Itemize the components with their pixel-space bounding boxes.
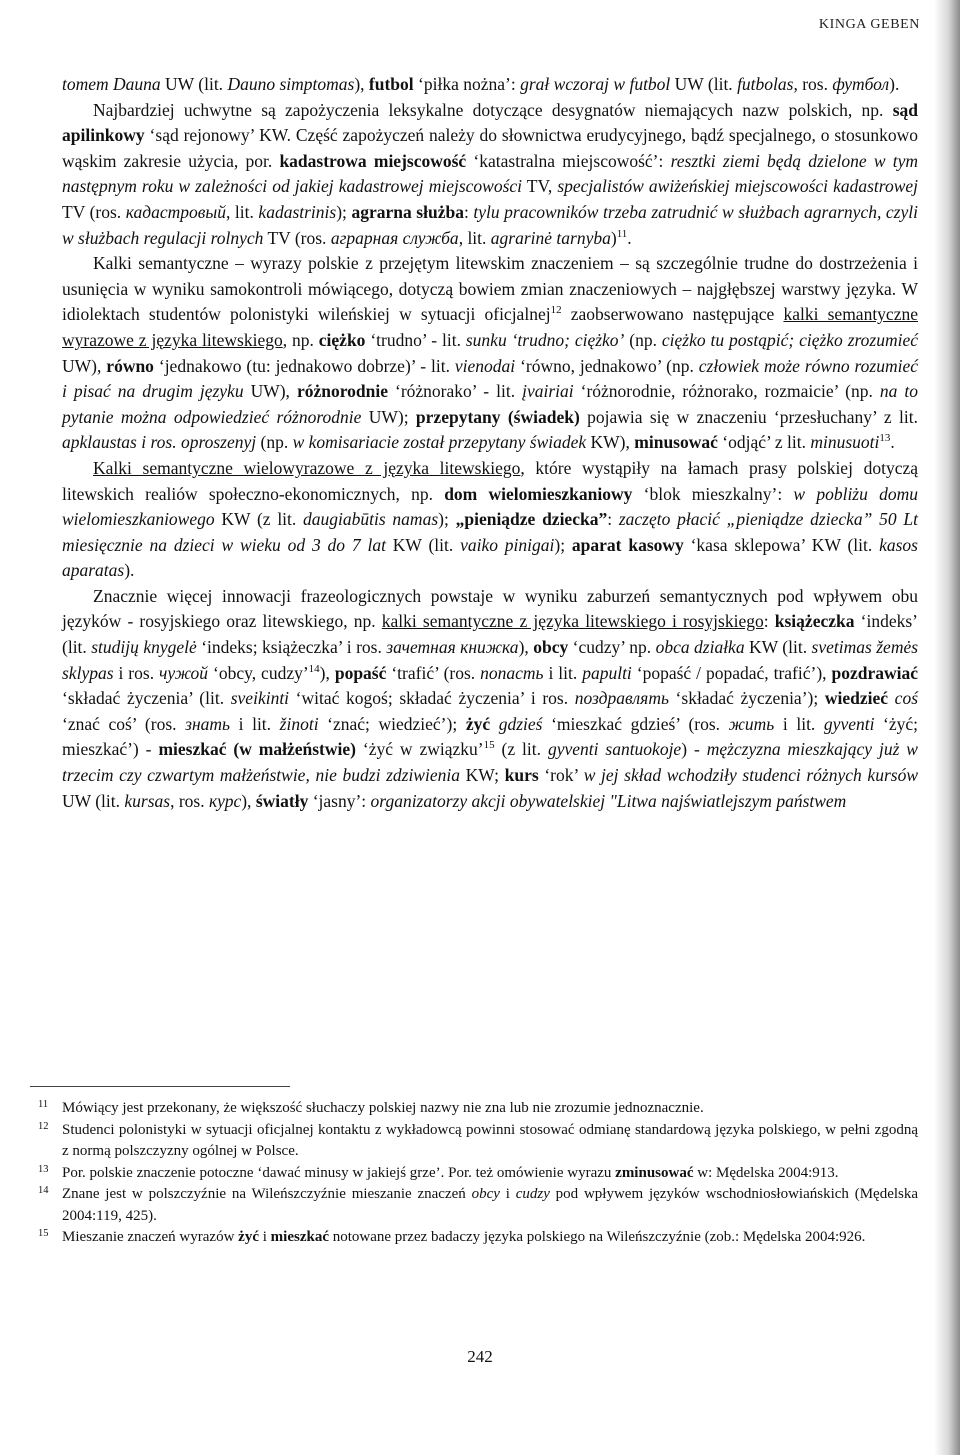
page-number: 242	[467, 1347, 493, 1366]
text-run: KW),	[586, 432, 635, 453]
text-run: notowane przez badaczy języka polskiego na Wileńszczyźnie (zob.: Mędelska 2004:926.	[328, 1229, 866, 1245]
text-run: ‘znać coś’ (ros.	[62, 713, 186, 734]
footnote-text	[62, 1100, 704, 1116]
italic-run: sveikinti	[230, 688, 290, 709]
italic-run: futbolas,	[737, 74, 798, 94]
italic-run: знать	[185, 713, 231, 734]
footnote-number: 11	[38, 1099, 49, 1110]
italic-run: поздравлять	[574, 688, 669, 709]
text-run: :	[763, 611, 775, 632]
text-run: ‘indeks’ (lit.	[62, 611, 918, 658]
text-run: Najbardziej uchwytne są zapożyczenia leksykalne dotyczące desygnatów niemających nazw polskich, np.	[93, 99, 893, 120]
footnote-text	[62, 1186, 918, 1224]
text-run: ‘różnorodnie, różnorako, rozmaicie’ (np.	[573, 381, 880, 402]
italic-run: agrarinė tarnyba	[490, 227, 611, 248]
italic-run: жить	[728, 713, 775, 734]
text-run: TV (ros.	[62, 201, 126, 222]
italic-run: чужой	[159, 662, 209, 683]
text-run: , np.	[282, 329, 319, 350]
italic-run: kadastrinis	[258, 201, 337, 222]
italic-run: obcy	[471, 1186, 500, 1202]
text-run: ros.	[797, 74, 833, 94]
italic-run: zaczęto płacić „pieniądze dziecka” 50 Lt miesięcznie na dzieci w wieku od 3 do 7 lat	[62, 509, 918, 555]
bold-run: mieszkać	[270, 1229, 329, 1245]
bold-run: popaść	[334, 662, 387, 683]
bold-run: różnorodnie	[296, 381, 389, 402]
italic-run: зачетная книжка	[386, 637, 519, 658]
text-run: (np.	[256, 432, 293, 453]
text-run: i lit.	[230, 713, 280, 734]
text-run: ),	[241, 790, 256, 811]
text-run: w: Mędelska 2004:913.	[693, 1164, 839, 1181]
text-run: Kalki semantyczne – wyrazy polskie z przejętym litewskim znaczeniem – są szczególnie trudne do dostrzeżenia i usunięcia w wyniku samokontroli mówiącego, dotyczą bowiem zmian znaczeniowych – najgłębszej warstwy języka. W idiolektach studentów polonistyki wileńskiej w sytuacji oficjalnej	[62, 253, 918, 325]
text-run: ‘blok mieszkalny’:	[632, 483, 794, 504]
text-run: UW (lit.	[160, 74, 228, 94]
text-run: ‘popaść / popadać, trafić’),	[631, 662, 832, 683]
text-run: Studenci polonistyki w sytuacji oficjalnej kontaktu z wykładowcą powinni stosować odmianę standardową języka polskiego, w pełni zgodną z normą polszczyzny ogólnej w Polsce.	[62, 1121, 918, 1159]
bold-run: zminusować	[615, 1164, 694, 1181]
text-run	[490, 714, 499, 734]
italic-run: курс	[208, 790, 242, 811]
footnote-number: 15	[38, 1228, 49, 1239]
footnote-13	[38, 1163, 918, 1185]
italic-run: попасть	[480, 662, 544, 683]
text-run: (np.	[624, 329, 662, 350]
italic-run: gdzieś	[498, 713, 543, 734]
italic-run: cudzy	[515, 1186, 550, 1202]
text-run: ‘kasa sklepowa’ KW (lit.	[683, 534, 880, 555]
text-run: UW (lit.	[670, 74, 738, 94]
bold-run: żyć	[238, 1229, 259, 1245]
text-run: ‘witać kogoś; składać życzenia’ i ros.	[289, 688, 575, 709]
italic-run: organizatorzy akcji obywatelskiej "Litwa najświatlejszym państwem	[370, 790, 847, 811]
text-run: UW),	[243, 381, 297, 402]
italic-run: w pobliżu domu wielomieszkaniowego	[62, 483, 918, 530]
text-run: ‘cudzy’ np.	[568, 637, 656, 658]
italic-run: svetimas žemės sklypas	[62, 637, 919, 683]
italic-run: specjalistów awiżeńskiej miejscowości kadastrowej	[557, 176, 918, 197]
text-run: Mieszanie znaczeń wyrazów	[62, 1229, 239, 1245]
text-run	[888, 688, 895, 708]
bold-run: pozdrawiać	[831, 662, 919, 683]
text-run: zaobserwowano następujące	[561, 304, 784, 325]
bold-run: ciężko	[318, 329, 366, 350]
bold-run: aparat kasowy	[571, 534, 684, 555]
scan-page-edge	[934, 0, 960, 1455]
text-run: , które wystąpiły na łamach prasy polskiej dotyczą litewskich realiów społeczno-ekonomicznych, np.	[62, 457, 918, 504]
text-run: TV,	[522, 176, 558, 197]
italic-run: człowiek może równo rozumieć i pisać na drugim języku	[62, 355, 919, 402]
text-run: ),	[354, 74, 369, 94]
text-run: .	[627, 227, 632, 248]
bold-run: przepytany (świadek)	[415, 406, 580, 427]
text-run: ‘jednakowo (tu: jednakowo dobrze)’ - lit.	[153, 355, 455, 376]
text-run: ‘żyć w związku’	[355, 739, 484, 760]
italic-run: vienodai	[454, 355, 516, 376]
footnote-ref: 13	[879, 432, 891, 445]
paragraph-1	[62, 72, 918, 98]
footnote-ref: 14	[308, 662, 320, 675]
footnote-text	[62, 1122, 918, 1160]
text-run: ‘żyć; mieszkać’) -	[62, 713, 919, 760]
bold-run: kadastrowa miejscowość	[279, 150, 467, 171]
text-run: ).	[889, 74, 900, 94]
italic-run: vaiko pinigai	[460, 534, 555, 555]
italic-run: coś	[894, 688, 918, 709]
italic-run: minusuoti	[810, 432, 880, 453]
text-run: ‘składać życzenia’ (lit.	[62, 688, 231, 709]
italic-run: daugiabūtis namas	[303, 509, 439, 530]
footnote-text	[62, 1165, 838, 1181]
italic-run: gyventi santuokoje	[547, 739, 682, 760]
text-run: ‘trafić’ (ros.	[386, 662, 481, 683]
text-run: (z lit.	[494, 739, 548, 760]
text-run: ),	[518, 637, 534, 658]
text-run: , lit.	[225, 201, 259, 222]
text-run: ‘rok’	[538, 765, 584, 786]
text-run: Mówiący jest przekonany, że większość słuchaczy polskiej nazwy nie zna lub nie zrozumie jednoznacznie.	[62, 1100, 704, 1116]
text-run: :	[607, 509, 619, 530]
footnote-11	[38, 1098, 918, 1120]
footnote-12	[38, 1120, 918, 1163]
italic-run: w komisariacie został przepytany świadek	[292, 432, 587, 453]
text-run: KW (lit.	[385, 534, 461, 555]
text-run: ‘jasny’:	[308, 790, 371, 811]
running-head: KINGA GEBEN	[818, 17, 920, 32]
italic-run: sunku ‘trudno; ciężko’	[465, 329, 625, 350]
italic-run: mężczyzna mieszkający już w trzecim czy czwartym małżeństwie, nie budzi zdziwienia	[62, 739, 918, 786]
bold-run: minusować	[634, 432, 718, 453]
italic-run: na to pytanie można odpowiedzieć różnorodnie	[62, 381, 918, 427]
italic-run: tomem Dauna	[62, 74, 161, 94]
bold-run: dom wielomieszkaniowy	[444, 483, 633, 504]
footnote-ref: 12	[550, 304, 562, 317]
text-run: Znane jest w polszczyźnie na Wileńszczyźnie mieszanie znaczeń	[62, 1186, 472, 1202]
bold-run: agrarna służba	[351, 201, 464, 222]
footnote-number: 12	[38, 1120, 49, 1132]
text-run: );	[336, 201, 352, 222]
bold-run: wiedzieć	[824, 688, 889, 709]
text-run: .	[890, 432, 895, 453]
footnote-number: 13	[38, 1163, 49, 1175]
text-run: ) -	[681, 739, 707, 760]
text-run: ‘sąd rejonowy’ KW. Część zapożyczeń należy do słownictwa erudycyjnego, bądź specjalnego, o stosunkowo wąskim zakresie użycia, por.	[62, 125, 918, 171]
text-run: pod wpływem języków wschodniosłowiańskich (Mędelska 2004:119, 425).	[62, 1186, 919, 1224]
paragraph-4	[62, 456, 918, 584]
paragraph-5	[62, 584, 918, 814]
bold-run: mieszkać (w małżeństwie)	[158, 739, 356, 760]
text-run: pojawia się w znaczeniu ‘przesłuchany’ z lit.	[579, 406, 918, 427]
footnote-ref: 11	[616, 227, 628, 240]
text-run: :	[463, 201, 474, 222]
italic-run: футбол	[832, 74, 890, 94]
footnotes	[38, 1098, 918, 1249]
footnote-15	[38, 1227, 918, 1249]
footnote-text	[62, 1229, 865, 1245]
main-text	[62, 72, 918, 814]
italic-run: apklaustas i ros. oproszenyj	[62, 432, 257, 453]
footnote-number: 14	[38, 1185, 49, 1196]
italic-run: žinoti	[279, 713, 319, 734]
text-run: UW);	[361, 406, 416, 427]
footnote-14	[38, 1184, 918, 1227]
bold-run: futbol	[368, 74, 414, 94]
text-run: ‘różnorako’ - lit.	[388, 381, 523, 402]
italic-run: tylu pracowników trzeba zatrudnić w służbach agrarnych, czyli w służbach regulacji rolnych	[62, 201, 918, 248]
italic-run: ciężko tu postąpić; ciężko zrozumieć	[661, 329, 919, 350]
text-run: ‘indeks; książeczka’ i ros.	[196, 637, 387, 658]
text-run: Znacznie więcej innowacji frazeologicznych powstaje w wyniku zaburzeń semantycznych pod wpływem obu języków - rosyjskiego oraz litewskiego, np.	[62, 585, 918, 632]
text-run: KW (z lit.	[214, 509, 304, 530]
text-run: ‘katastralna miejscowość’:	[466, 150, 671, 171]
text-run: ).	[124, 560, 135, 581]
text-run: );	[438, 509, 456, 530]
italic-run: studijų knygelė	[91, 637, 197, 658]
text-run: ‘piłka nożna’:	[413, 74, 521, 94]
paragraph-3	[62, 251, 918, 456]
text-run: TV (ros.	[263, 227, 331, 248]
text-run: )	[610, 227, 617, 248]
italic-run: kursas	[124, 790, 171, 811]
bold-run: równo	[106, 355, 154, 376]
text-run: ‘znać; wiedzieć’);	[318, 713, 466, 734]
text-run: ‘obcy, cudzy’	[208, 662, 309, 683]
text-run: KW;	[459, 765, 505, 786]
italic-run: resztki ziemi będą dzielone w tym następnym roku w zależności od jakiej kadastrowej miejscowości	[62, 150, 918, 197]
italic-run: кадастровый	[125, 201, 226, 222]
text-run: ‘mieszkać gdzieś’ (ros.	[542, 713, 729, 734]
text-run: i ros.	[113, 662, 160, 683]
text-run: i	[499, 1186, 516, 1202]
bold-run: kurs	[504, 765, 539, 786]
text-run: UW),	[62, 355, 107, 376]
text-run: ‘odjąć’ z lit.	[717, 432, 811, 453]
footnote-ref: 15	[483, 739, 495, 752]
text-run: i lit.	[774, 713, 824, 734]
italic-run: w jej skład wchodziły studenci różnych kursów	[583, 765, 918, 786]
bold-run: „pieniądze dziecka”	[455, 509, 608, 530]
italic-run: gyventi	[823, 713, 875, 734]
text-run: ),	[319, 662, 335, 683]
italic-run: аграрная служба	[330, 227, 459, 248]
bold-run: żyć	[465, 713, 491, 734]
text-run: , ros.	[170, 790, 209, 811]
footnote-rule	[30, 1086, 290, 1087]
bold-run: obcy	[533, 637, 569, 658]
italic-run: grał wczoraj w futbol	[520, 74, 671, 94]
text-run: ‘równo, jednakowo’ (np.	[515, 355, 699, 376]
text-run: ‘składać życzenia’);	[668, 688, 825, 709]
paragraph-2	[62, 98, 918, 252]
bold-run: książeczka	[774, 611, 855, 632]
text-run: i	[258, 1229, 271, 1245]
text-run: , lit.	[458, 227, 491, 248]
bold-run: sąd apilinkowy	[62, 99, 918, 146]
bold-run: światły	[255, 790, 309, 811]
italic-run: papulti	[582, 662, 632, 683]
text-run: ‘trudno’ - lit.	[365, 329, 466, 350]
underlined-run: kalki semantyczne z języka litewskiego i rosyjskiego	[381, 611, 764, 632]
italic-run: įvairiai	[522, 381, 574, 402]
text-run: KW (lit.	[744, 637, 812, 658]
underlined-run: Kalki semantyczne wielowyrazowe z języka litewskiego	[93, 457, 521, 478]
text-run: i lit.	[543, 662, 583, 683]
text-run: );	[554, 534, 572, 555]
text-run: UW (lit.	[62, 790, 125, 811]
italic-run: Dauno simptomas	[227, 74, 355, 94]
italic-run: kasos aparatas	[62, 534, 918, 581]
underlined-run: kalki semantyczne wyrazowe z języka litewskiego	[62, 304, 918, 350]
text-run: Por. polskie znaczenie potoczne ‘dawać minusy w jakiejś grze’. Por. też omówienie wyrazu	[62, 1164, 616, 1181]
italic-run: obca działka	[655, 637, 745, 658]
